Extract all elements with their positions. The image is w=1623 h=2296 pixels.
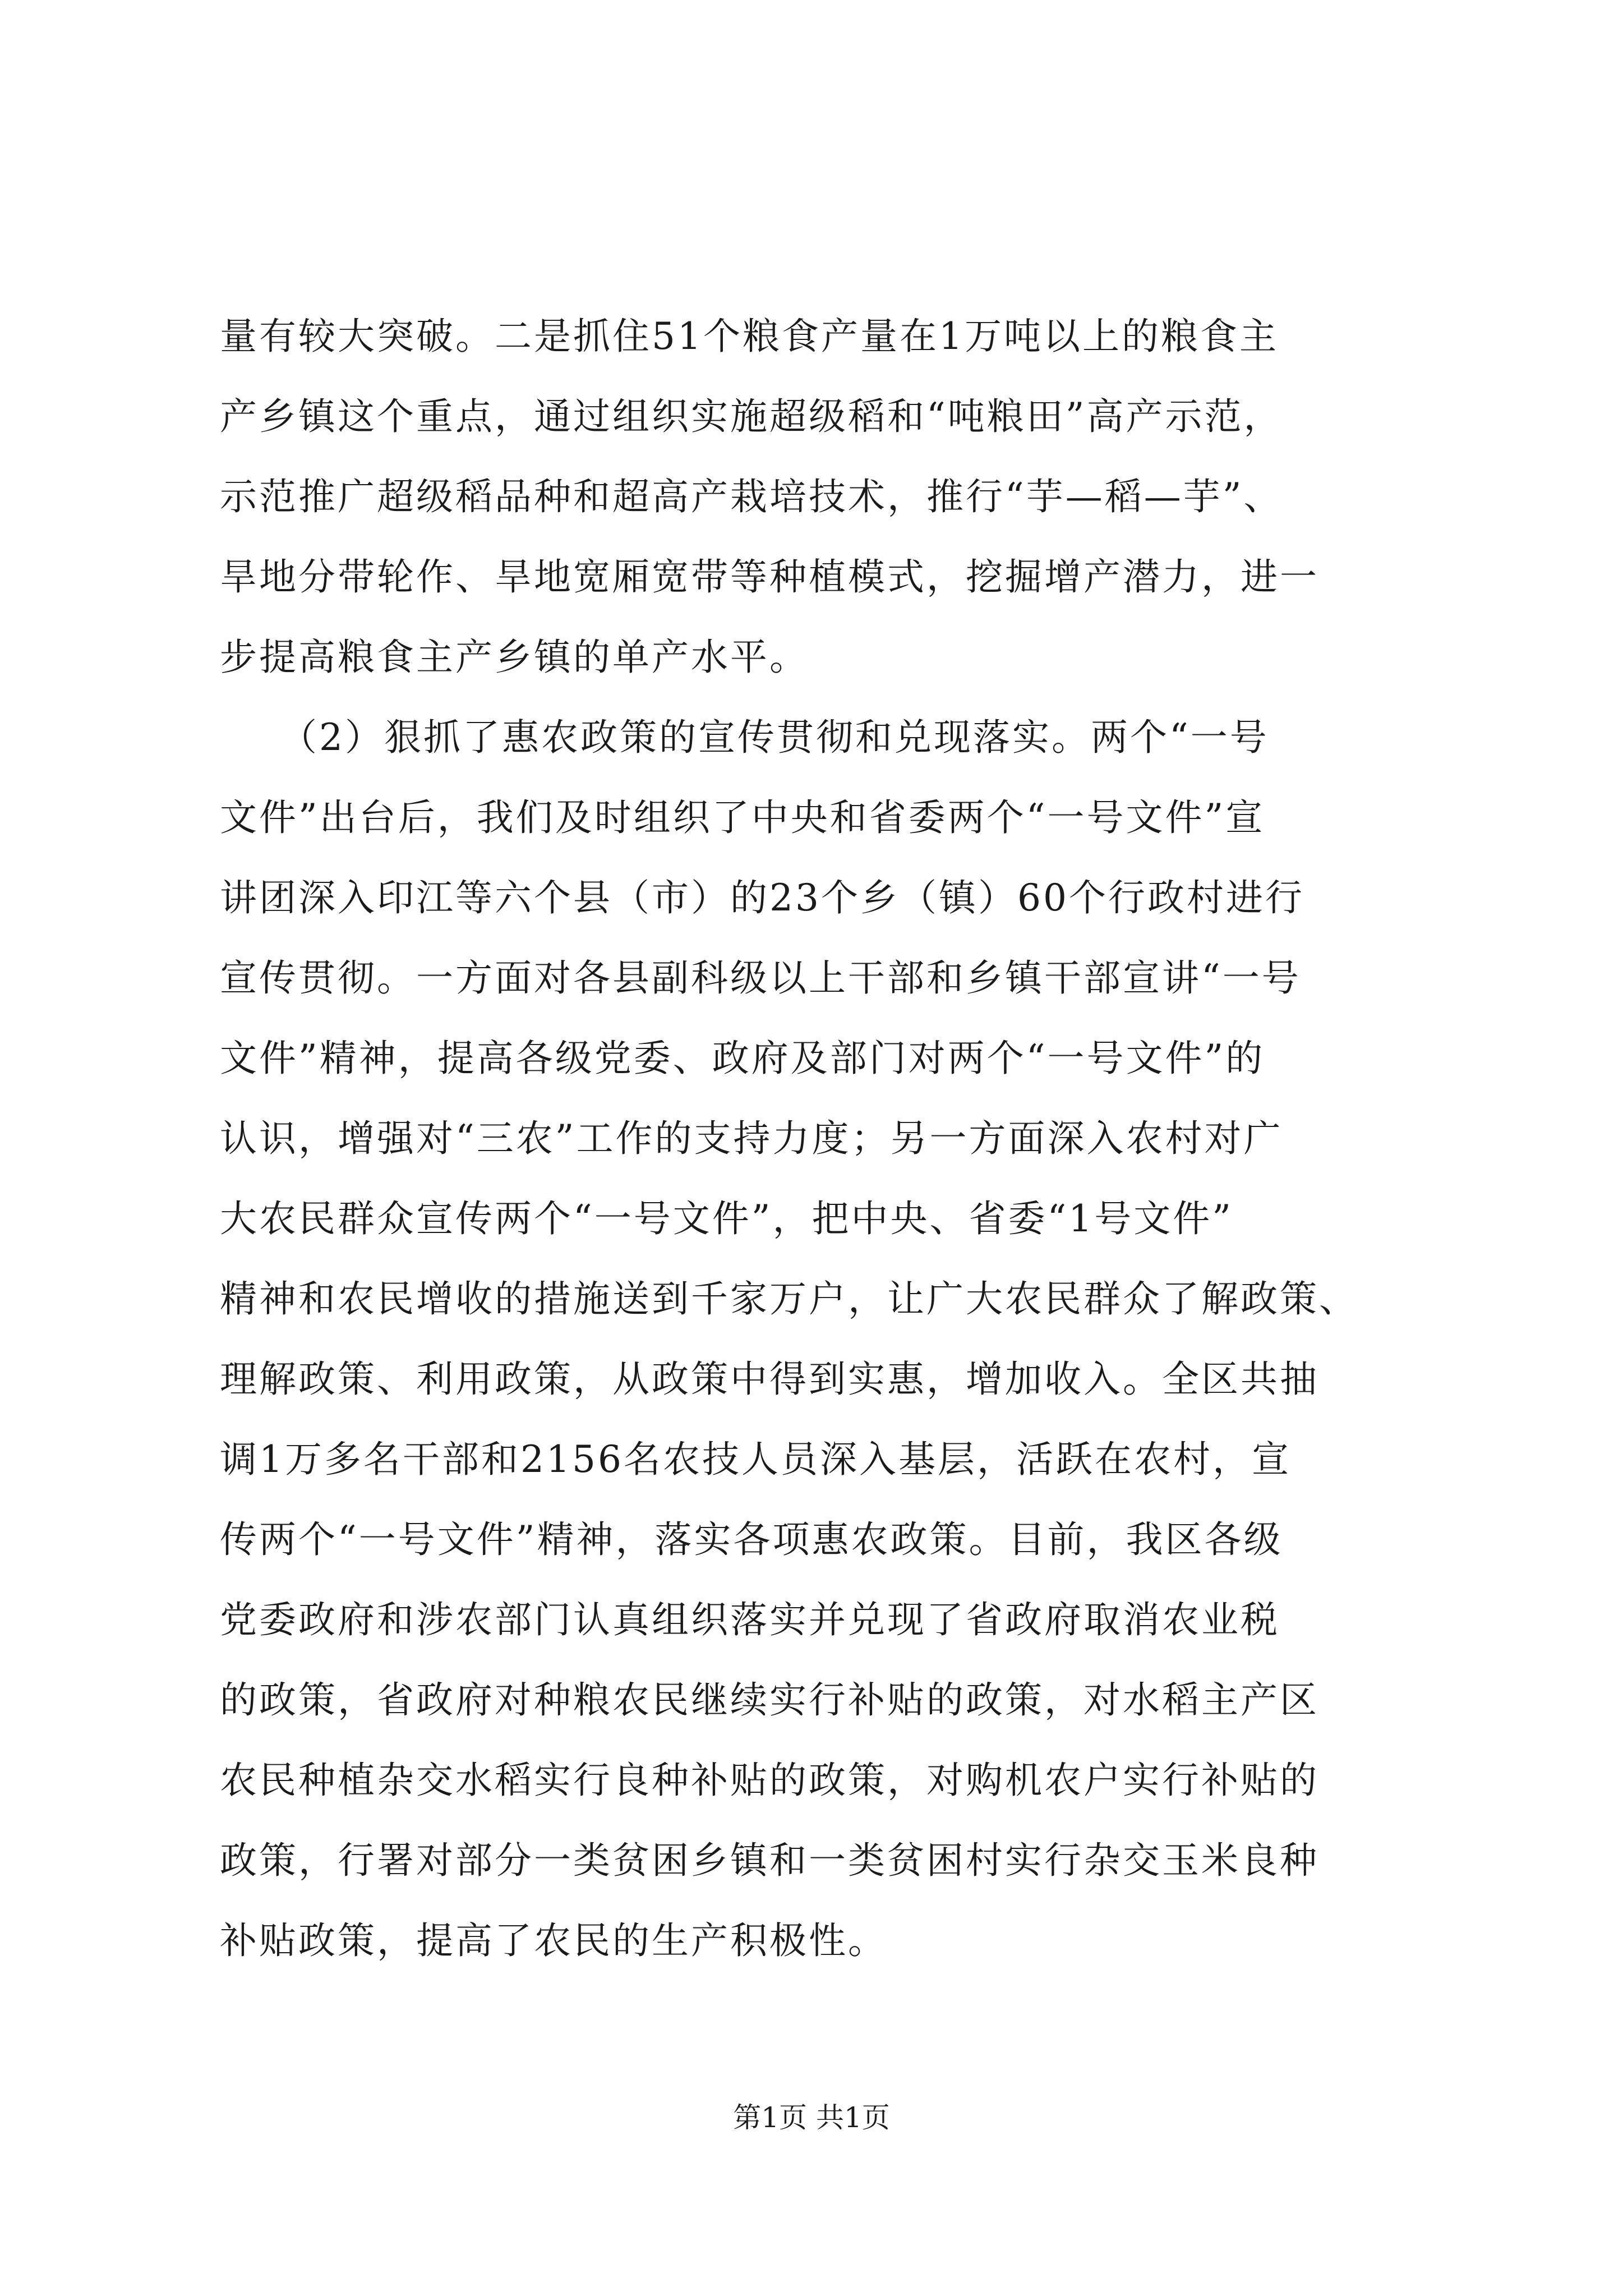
text-line: 理解政策、利用政策，从政策中得到实惠，增加收入。全区共抽 <box>220 1358 1319 1401</box>
text-line: （2）狠抓了惠农政策的宣传贯彻和兑现落实。两个“一号 <box>220 716 1269 759</box>
text-line: 补贴政策，提高了农民的生产积极性。 <box>220 1919 887 1962</box>
page-number-label: 第1页 共1页 <box>733 2101 890 2134</box>
text-line: 的政策，省政府对种粮农民继续实行补贴的政策，对水稻主产区 <box>220 1678 1319 1722</box>
text-line: 示范推广超级稻品种和超高产栽培技术，推行“芋—稻—芋”、 <box>220 475 1283 518</box>
text-line: 农民种植杂交水稻实行良种补贴的政策，对购机农户实行补贴的 <box>220 1759 1319 1802</box>
text-line: 党委政府和涉农部门认真组织落实并兑现了省政府取消农业税 <box>220 1598 1280 1641</box>
page-footer <box>0 2098 1623 2137</box>
text-line: 宣传贯彻。一方面对各县副科级以上干部和乡镇干部宣讲“一号 <box>220 956 1301 1000</box>
text-line: 文件”精神，提高各级党委、政府及部门对两个“一号文件”的 <box>220 1037 1265 1080</box>
text-line: 量有较大突破。二是抓住51个粮食产量在1万吨以上的粮食主 <box>220 315 1279 358</box>
text-line: 文件”出台后，我们及时组织了中央和省委两个“一号文件”宣 <box>220 796 1265 839</box>
text-line: 认识，增强对“三农”工作的支持力度；另一方面深入农村对广 <box>220 1117 1283 1160</box>
text-line: 讲团深入印江等六个县（市）的23个乡（镇）60个行政村进行 <box>220 876 1304 919</box>
text-line: 调1万多名干部和2156名农技人员深入基层，活跃在农村，宣 <box>220 1438 1291 1481</box>
text-line: 产乡镇这个重点，通过组织实施超级稻和“吨粮田”高产示范， <box>220 395 1283 438</box>
text-line: 步提高粮食主产乡镇的单产水平。 <box>220 636 809 679</box>
text-line: 旱地分带轮作、旱地宽厢宽带等种植模式，挖掘增产潜力，进一 <box>220 555 1319 599</box>
text-line: 传两个“一号文件”精神，落实各项惠农政策。目前，我区各级 <box>220 1518 1283 1561</box>
text-line: 大农民群众宣传两个“一号文件”，把中央、省委“1号文件” <box>220 1197 1233 1240</box>
body-text <box>220 296 1409 1981</box>
text-line: 精神和农民增收的措施送到千家万户，让广大农民群众了解政策、 <box>220 1277 1358 1320</box>
text-line: 政策，行署对部分一类贫困乡镇和一类贫困村实行杂交玉米良种 <box>220 1839 1319 1882</box>
